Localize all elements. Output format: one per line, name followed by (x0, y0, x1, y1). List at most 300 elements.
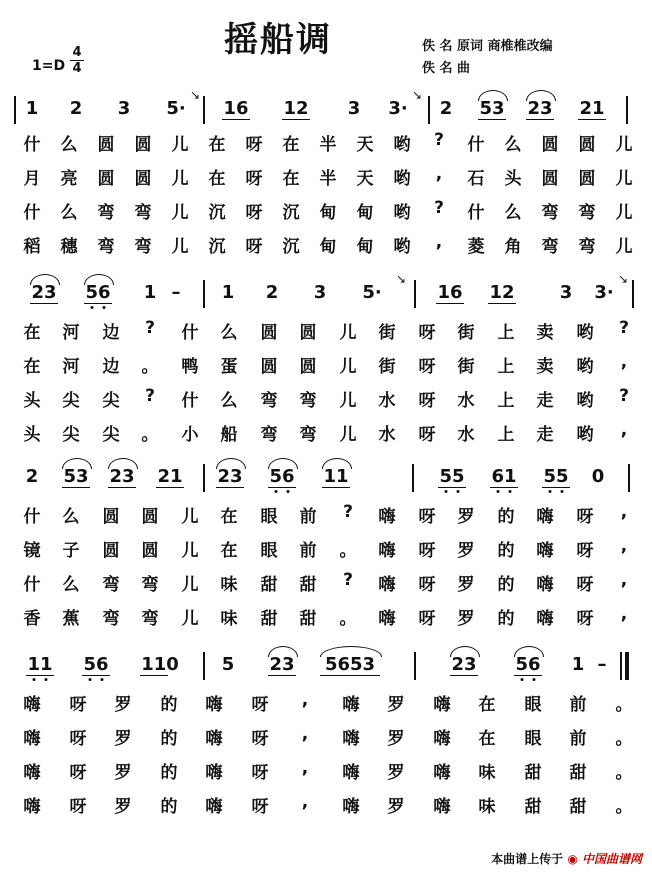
lyric-char: 的 (160, 763, 178, 783)
lyric-char: 什 (467, 135, 485, 155)
lyric-char: 儿 (181, 507, 199, 527)
lyric-char: 味 (478, 797, 496, 817)
lyric-char: 呀 (69, 797, 87, 817)
lyric-char: 弯 (141, 609, 159, 629)
lyric-char: 圆 (260, 357, 278, 377)
lyric-char: 嗨 (536, 507, 554, 527)
lyric-char: 嗨 (23, 797, 41, 817)
lyric-char: 前 (299, 541, 317, 561)
lyric-char: 的 (160, 695, 178, 715)
note: 56 (85, 282, 111, 303)
note: 12 (489, 282, 515, 303)
lyric-char: 小 (181, 425, 199, 445)
lyric-char: 儿 (181, 575, 199, 595)
note: 53 (479, 98, 505, 119)
lyric-char: 半 (319, 169, 337, 189)
lyric-char: 街 (378, 323, 396, 343)
lyric-char: 儿 (171, 135, 189, 155)
lyric-char: 上 (497, 357, 515, 377)
lyric-char: 什 (23, 203, 41, 223)
lyric-char: 街 (457, 357, 475, 377)
lyric-char: 甜 (524, 797, 542, 817)
lyric-char: 河 (62, 323, 80, 343)
composer-credit: 佚 名 曲 (422, 61, 471, 76)
lyric-char: 前 (569, 729, 587, 749)
time-numerator: 4 (72, 45, 82, 60)
note: – (597, 654, 607, 675)
lyric-char: 哟 (393, 135, 411, 155)
lyric-char: 嗨 (433, 763, 451, 783)
lyric-char: , (435, 232, 443, 252)
lyric-char: 弯 (134, 203, 152, 223)
note: 16 (223, 98, 249, 119)
lyric-char: 甸 (319, 203, 337, 223)
lyric-char: 罗 (387, 797, 405, 817)
lyric-char: 圆 (541, 169, 559, 189)
lyric-char: 天 (356, 135, 374, 155)
note: 21 (579, 98, 605, 119)
notation-row (0, 648, 652, 694)
lyric-char: 嗨 (23, 695, 41, 715)
lyric-char: 。 (615, 695, 633, 715)
lyric-char: 头 (23, 425, 41, 445)
key-signature: 1=D (32, 58, 66, 74)
lyric-char: 卖 (536, 357, 554, 377)
lyric-char: 嗨 (342, 695, 360, 715)
lyric-char: 呀 (245, 203, 263, 223)
lyric-char: 罗 (457, 507, 475, 527)
lyric-char: 儿 (615, 237, 633, 257)
lyric-char: 罗 (387, 695, 405, 715)
lyric-char: 弯 (102, 609, 120, 629)
lyric-char: 嗨 (205, 695, 223, 715)
lyric-char: 圆 (299, 357, 317, 377)
lyric-char: 嗨 (378, 609, 396, 629)
lyric-char: 弯 (97, 237, 115, 257)
logo-icon: ◉ (567, 852, 578, 866)
lyric-char: 味 (478, 763, 496, 783)
lyric-char: 圆 (541, 135, 559, 155)
lyric-char: 呀 (418, 391, 436, 411)
note: 1 (571, 654, 585, 675)
lyric-char: 儿 (181, 541, 199, 561)
lyric-char: 嗨 (23, 763, 41, 783)
lyric-char: 圆 (102, 507, 120, 527)
lyric-char: 圆 (260, 323, 278, 343)
lyric-char: 尖 (102, 425, 120, 445)
lyric-char: 罗 (387, 729, 405, 749)
lyric-char: 上 (497, 323, 515, 343)
lyric-char: 甜 (260, 609, 278, 629)
lyric-char: 蛋 (220, 357, 238, 377)
lyric-char: 街 (457, 323, 475, 343)
lyric-char: 卖 (536, 323, 554, 343)
note: 56 (515, 654, 541, 675)
note: 23 (451, 654, 477, 675)
lyric-char: 嗨 (205, 797, 223, 817)
lyric-char: , (620, 570, 628, 590)
lyric-char: ? (343, 502, 353, 522)
note: 23 (217, 466, 243, 487)
lyric-char: 么 (62, 575, 80, 595)
lyric-char: 儿 (171, 203, 189, 223)
lyric-char: 嗨 (342, 763, 360, 783)
lyric-char: 呀 (418, 425, 436, 445)
lyric-char: 嗨 (433, 797, 451, 817)
lyric-char: 什 (23, 135, 41, 155)
lyric-char: 弯 (299, 391, 317, 411)
lyric-char: 什 (181, 323, 199, 343)
lyric-char: 甜 (569, 797, 587, 817)
note: 1 (143, 282, 157, 303)
lyric-char: 街 (378, 357, 396, 377)
lyric-char: 甜 (260, 575, 278, 595)
lyric-char: , (301, 724, 309, 744)
lyric-char: 在 (478, 695, 496, 715)
lyric-char: ? (619, 318, 629, 338)
lyric-char: 边 (102, 323, 120, 343)
lyric-char: 么 (220, 323, 238, 343)
note: 56 (83, 654, 109, 675)
lyric-char: 罗 (114, 797, 132, 817)
lyric-char: 水 (457, 391, 475, 411)
source-footer (491, 850, 642, 867)
lyric-char: 嗨 (433, 695, 451, 715)
lyric-char: 嗨 (205, 763, 223, 783)
lyric-char: 罗 (114, 695, 132, 715)
lyric-char: 呀 (69, 763, 87, 783)
lyric-char: 。 (339, 541, 357, 561)
lyric-char: 儿 (615, 135, 633, 155)
note: 23 (109, 466, 135, 487)
lyric-char: 圆 (578, 169, 596, 189)
lyric-char: , (620, 420, 628, 440)
note: 3 (117, 98, 131, 119)
lyric-char: 儿 (171, 169, 189, 189)
lyric-char: 儿 (615, 203, 633, 223)
lyric-char: 。 (141, 425, 159, 445)
lyric-char: 圆 (299, 323, 317, 343)
lyric-char: 在 (282, 169, 300, 189)
lyric-char: 弯 (578, 203, 596, 223)
lyric-char: 味 (220, 609, 238, 629)
note: 53 (63, 466, 89, 487)
lyric-char: 弯 (578, 237, 596, 257)
notation-row (0, 460, 652, 506)
lyric-char: 儿 (339, 357, 357, 377)
footer-prefix: 本曲谱上传于 (491, 852, 564, 866)
lyric-char: 在 (23, 323, 41, 343)
lyric-char: , (620, 604, 628, 624)
lyric-char: 。 (615, 797, 633, 817)
lyric-char: 鸭 (181, 357, 199, 377)
lyric-char: 。 (615, 729, 633, 749)
lyric-char: 前 (299, 507, 317, 527)
lyric-char: 呀 (251, 695, 269, 715)
lyric-char: 哟 (576, 323, 594, 343)
lyric-char: , (620, 536, 628, 556)
lyric-char: 什 (23, 507, 41, 527)
lyric-char: 弯 (299, 425, 317, 445)
lyric-char: 。 (615, 763, 633, 783)
lyric-char: 尖 (62, 425, 80, 445)
lyric-char: 味 (220, 575, 238, 595)
lyric-char: 的 (497, 541, 515, 561)
lyric-char: 圆 (134, 135, 152, 155)
note: 5· (362, 282, 382, 303)
time-denominator: 4 (72, 61, 82, 76)
lyric-char: 水 (457, 425, 475, 445)
note: 3· (594, 282, 614, 303)
note: – (171, 282, 181, 303)
lyric-char: 罗 (457, 541, 475, 561)
lyric-char: ? (145, 386, 155, 406)
arrow-icon: ↘ (396, 272, 407, 286)
lyric-char: 镜 (23, 541, 41, 561)
lyric-char: 在 (23, 357, 41, 377)
note: 1 (25, 98, 39, 119)
lyric-char: 哟 (393, 203, 411, 223)
lyric-char: 么 (504, 135, 522, 155)
lyric-char: 嗨 (433, 729, 451, 749)
lyric-char: ? (619, 386, 629, 406)
lyric-char: 罗 (457, 575, 475, 595)
note: 21 (157, 466, 183, 487)
lyric-char: 沉 (208, 203, 226, 223)
note: 16 (437, 282, 463, 303)
lyric-char: 水 (378, 425, 396, 445)
note: 3· (388, 98, 408, 119)
lyric-char: 罗 (457, 609, 475, 629)
lyric-char: 上 (497, 391, 515, 411)
lyric-char: 眼 (524, 729, 542, 749)
lyric-char: , (620, 502, 628, 522)
lyric-char: 在 (220, 507, 238, 527)
lyric-char: 在 (220, 541, 238, 561)
note: 11 (323, 466, 349, 487)
note: 2 (265, 282, 279, 303)
lyric-char: 头 (504, 169, 522, 189)
lyric-char: 。 (339, 609, 357, 629)
lyric-char: 甜 (524, 763, 542, 783)
lyric-char: 呀 (251, 797, 269, 817)
footer-brand[interactable]: 中国曲谱网 (581, 852, 642, 866)
lyric-char: 么 (504, 203, 522, 223)
lyric-char: 么 (62, 507, 80, 527)
lyric-char: 甸 (356, 237, 374, 257)
note: 23 (31, 282, 57, 303)
lyric-char: 圆 (102, 541, 120, 561)
lyric-char: 沉 (208, 237, 226, 257)
lyric-char: 嗨 (342, 797, 360, 817)
lyric-char: 弯 (102, 575, 120, 595)
lyric-char: 圆 (141, 507, 159, 527)
lyric-char: 哟 (576, 357, 594, 377)
credits (422, 36, 553, 80)
lyric-char: 弯 (541, 203, 559, 223)
lyric-char: 嗨 (378, 575, 396, 595)
lyric-char: , (620, 352, 628, 372)
lyric-char: 子 (62, 541, 80, 561)
note: 3 (347, 98, 361, 119)
lyric-char: 什 (467, 203, 485, 223)
lyric-char: 么 (60, 203, 78, 223)
lyric-char: 穗 (60, 237, 78, 257)
lyric-char: 嗨 (205, 729, 223, 749)
lyric-char: 儿 (615, 169, 633, 189)
arrow-icon: ↘ (190, 88, 201, 102)
lyric-char: 香 (23, 609, 41, 629)
lyric-char: 蕉 (62, 609, 80, 629)
lyric-char: 嗨 (536, 541, 554, 561)
time-signature (70, 46, 84, 75)
note: 61 (491, 466, 517, 487)
lyric-char: 的 (497, 609, 515, 629)
lyric-char: 亮 (60, 169, 78, 189)
lyric-char: 石 (467, 169, 485, 189)
lyric-char: ? (145, 318, 155, 338)
note: 3 (559, 282, 573, 303)
lyric-char: , (435, 164, 443, 184)
lyric-char: 前 (569, 695, 587, 715)
lyric-char: 哟 (576, 391, 594, 411)
lyric-char: 么 (220, 391, 238, 411)
lyric-char: 甜 (299, 575, 317, 595)
lyric-char: 的 (497, 575, 515, 595)
lyric-char: 哟 (576, 425, 594, 445)
lyric-char: 儿 (339, 391, 357, 411)
lyric-char: 罗 (114, 729, 132, 749)
lyric-char: 呀 (576, 575, 594, 595)
note: 55 (543, 466, 569, 487)
lyric-char: 圆 (97, 169, 115, 189)
note: 5 (221, 654, 235, 675)
lyric-char: 沉 (282, 237, 300, 257)
lyric-char: 尖 (62, 391, 80, 411)
lyric-char: 呀 (69, 729, 87, 749)
lyricist-credit: 佚 名 原词 商椎椎改编 (422, 39, 553, 54)
lyric-char: 嗨 (536, 575, 554, 595)
lyric-char: 河 (62, 357, 80, 377)
lyric-char: 的 (497, 507, 515, 527)
lyric-char: 呀 (418, 357, 436, 377)
note: 23 (527, 98, 553, 119)
lyric-char: 的 (160, 797, 178, 817)
lyric-char: 的 (160, 729, 178, 749)
lyric-char: 呀 (69, 695, 87, 715)
note: 110 (141, 654, 179, 675)
lyric-char: ? (434, 198, 444, 218)
lyric-char: 尖 (102, 391, 120, 411)
arrow-icon: ↘ (618, 272, 629, 286)
note: 0 (591, 466, 605, 487)
lyric-char: 在 (208, 169, 226, 189)
lyric-char: 弯 (260, 391, 278, 411)
note: 23 (269, 654, 295, 675)
lyric-char: 菱 (467, 237, 485, 257)
lyric-char: 呀 (418, 541, 436, 561)
lyric-char: 儿 (181, 609, 199, 629)
note: 11 (27, 654, 53, 675)
lyric-char: , (301, 690, 309, 710)
lyric-char: 水 (378, 391, 396, 411)
lyric-char: 眼 (524, 695, 542, 715)
lyric-char: 圆 (97, 135, 115, 155)
lyric-char: 么 (60, 135, 78, 155)
lyric-char: 哟 (393, 169, 411, 189)
lyric-char: 眼 (260, 507, 278, 527)
lyric-char: 嗨 (378, 541, 396, 561)
note: 56 (269, 466, 295, 487)
note: 12 (283, 98, 309, 119)
lyric-char: 呀 (576, 609, 594, 629)
lyric-char: 在 (478, 729, 496, 749)
note: 2 (25, 466, 39, 487)
lyric-char: 弯 (134, 237, 152, 257)
note: 3 (313, 282, 327, 303)
lyric-char: 呀 (245, 135, 263, 155)
note: 2 (439, 98, 453, 119)
lyric-char: 呀 (245, 169, 263, 189)
lyric-char: 甜 (569, 763, 587, 783)
lyric-char: 什 (181, 391, 199, 411)
note: 55 (439, 466, 465, 487)
lyric-char: 在 (282, 135, 300, 155)
arrow-icon: ↘ (412, 88, 423, 102)
lyric-char: 哟 (393, 237, 411, 257)
lyric-char: 呀 (418, 609, 436, 629)
lyric-char: 呀 (251, 763, 269, 783)
lyric-char: 圆 (134, 169, 152, 189)
lyric-char: 弯 (541, 237, 559, 257)
lyric-char: 弯 (97, 203, 115, 223)
lyric-char: ? (434, 130, 444, 150)
lyric-char: 圆 (578, 135, 596, 155)
lyric-char: 月 (23, 169, 41, 189)
lyric-char: 嗨 (378, 507, 396, 527)
lyric-char: 呀 (418, 507, 436, 527)
lyric-char: 呀 (576, 541, 594, 561)
lyric-char: 嗨 (536, 609, 554, 629)
lyric-char: 罗 (387, 763, 405, 783)
lyric-char: 头 (23, 391, 41, 411)
lyric-char: 眼 (260, 541, 278, 561)
lyric-char: 甸 (319, 237, 337, 257)
lyric-char: 圆 (141, 541, 159, 561)
lyric-char: 儿 (339, 425, 357, 445)
notation-row (0, 272, 652, 322)
lyric-char: 角 (504, 237, 522, 257)
lyric-char: ? (343, 570, 353, 590)
note: 2 (69, 98, 83, 119)
lyric-char: 呀 (251, 729, 269, 749)
lyric-char: 稻 (23, 237, 41, 257)
lyric-char: 甸 (356, 203, 374, 223)
lyric-char: 呀 (418, 323, 436, 343)
lyric-char: 嗨 (342, 729, 360, 749)
lyric-char: 罗 (114, 763, 132, 783)
lyric-char: 呀 (418, 575, 436, 595)
lyric-char: 弯 (141, 575, 159, 595)
lyric-char: , (301, 758, 309, 778)
lyric-char: 嗨 (23, 729, 41, 749)
lyric-char: 船 (220, 425, 238, 445)
lyric-char: 在 (208, 135, 226, 155)
lyric-char: 呀 (576, 507, 594, 527)
lyric-char: 儿 (171, 237, 189, 257)
lyric-char: 呀 (245, 237, 263, 257)
note: 5653 (324, 654, 376, 675)
